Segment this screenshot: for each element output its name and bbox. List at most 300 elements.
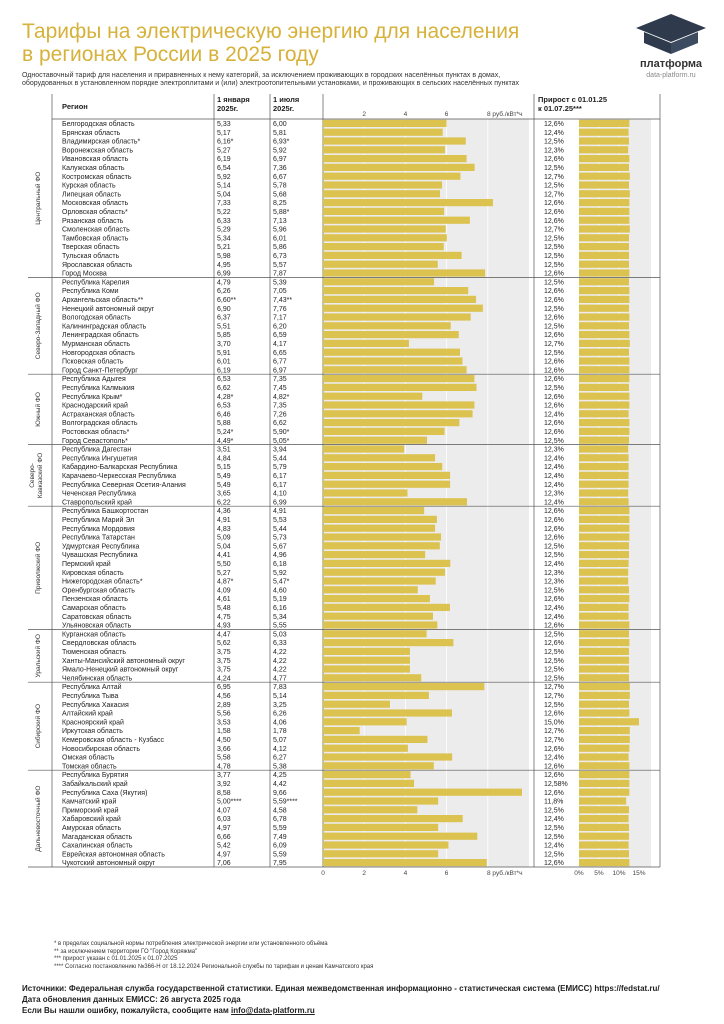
growth-bar (579, 780, 629, 787)
growth-value: 12,6% (544, 534, 564, 542)
jan-value: 5,85 (217, 332, 231, 340)
jul-value: 5,81 (273, 129, 287, 137)
jul-value: 5,05* (273, 437, 290, 445)
jan-value: 6,99 (217, 270, 231, 278)
tariff-bar (323, 648, 410, 655)
region-label: Рязанская область (62, 217, 124, 225)
jan-value: 4,50 (217, 737, 231, 744)
growth-value: 12,5% (544, 631, 564, 639)
region-label: Омская область (62, 754, 115, 762)
jan-value: 6,26 (217, 288, 231, 296)
region-label: Ямало-Ненецкий автономный округ (62, 666, 179, 674)
region-label: Вологодская область (62, 314, 131, 322)
jul-value: 6,27 (273, 754, 287, 762)
jan-value: 4,24 (217, 675, 231, 683)
jan-value: 5,09 (217, 534, 231, 542)
growth-value: 12,6% (544, 209, 564, 216)
tariff-bar (323, 841, 448, 848)
region-label: Республика Бурятия (62, 772, 129, 780)
region-label: Республика Саха (Якутия) (62, 789, 148, 797)
jul-value: 7,13 (273, 217, 287, 225)
x-tick-bottom: 4 (403, 870, 408, 877)
jan-value: 5,24* (217, 429, 234, 436)
tariff-bar (323, 393, 422, 400)
tariff-bar (323, 437, 427, 444)
tariff-bar (323, 569, 445, 576)
growth-bar (579, 639, 629, 646)
tariff-bar (323, 745, 408, 752)
growth-bar (579, 560, 629, 567)
growth-value: 12,5% (544, 349, 564, 357)
email-link[interactable]: info@data-platform.ru (231, 1006, 315, 1015)
tariff-bar (323, 217, 470, 224)
jan-value: 6,66 (217, 833, 231, 841)
growth-value: 12,6% (544, 508, 564, 516)
footer (22, 983, 660, 1016)
region-label: Республика Крым* (62, 393, 123, 401)
growth-value: 12,6% (544, 596, 564, 604)
jan-value: 5,58 (217, 754, 231, 762)
growth-value: 12,6% (544, 376, 564, 384)
tariff-bar (323, 683, 484, 690)
growth-value: 12,7% (544, 728, 564, 736)
tariff-bar (323, 621, 437, 628)
region-label: Камчатский край (62, 798, 117, 806)
jul-value: 4,58 (273, 807, 287, 815)
growth-value: 12,5% (544, 851, 564, 859)
tariff-bar (323, 727, 360, 734)
jul-value: 5,44 (273, 525, 287, 533)
region-label: Сахалинская область (62, 842, 133, 850)
growth-tick: 15% (632, 870, 646, 877)
title-line-2: в регионах России в 2025 году (22, 43, 319, 66)
tariff-bar (323, 762, 434, 769)
tariff-bar (323, 630, 427, 637)
jan-value: 4,09 (217, 587, 231, 595)
region-label: Владимирская область* (62, 138, 141, 146)
jan-value: 5,49 (217, 473, 231, 480)
jul-value: 5,59 (273, 825, 287, 832)
jul-value: 6,17 (273, 473, 287, 480)
growth-bar (579, 736, 630, 743)
growth-bar (579, 771, 629, 778)
growth-bar (579, 287, 629, 294)
growth-bar (579, 349, 629, 356)
growth-value: 12,58% (544, 781, 568, 788)
tariff-bar (323, 701, 390, 708)
growth-bar (579, 454, 629, 461)
group-label: Северо-Западный ФО (35, 292, 42, 360)
growth-value: 12,6% (544, 297, 564, 304)
tariff-bar (323, 498, 467, 505)
jul-value: 6,01 (273, 235, 287, 243)
group-label: Северо- (29, 463, 36, 488)
jul-value: 5,73 (273, 534, 287, 542)
jul-value: 4,22 (273, 666, 287, 674)
growth-bar (579, 718, 639, 725)
jan-value: 5,48 (217, 605, 231, 612)
jul-value: 7,36 (273, 165, 287, 172)
growth-value: 12,5% (544, 825, 564, 832)
tariff-bar (323, 806, 417, 813)
group-label: Дальневосточный ФО (35, 785, 42, 852)
growth-bar (579, 401, 629, 408)
jan-value: 4,75 (217, 613, 231, 621)
group-label: Южный ФО (35, 392, 42, 427)
growth-value: 12,5% (544, 235, 564, 243)
tariff-bar (323, 586, 418, 593)
tariff-bar (323, 428, 445, 435)
jan-value: 4,84 (217, 455, 231, 463)
growth-bar (579, 410, 629, 417)
growth-value: 12,5% (544, 279, 564, 287)
growth-value: 12,3% (544, 578, 564, 586)
jan-value: 5,98 (217, 253, 231, 260)
region-label: Чеченская Республика (62, 490, 136, 498)
jul-value: 7,05 (273, 288, 287, 296)
growth-bar (579, 621, 629, 628)
growth-bar (579, 137, 629, 144)
jul-value: 7,95 (273, 860, 287, 868)
x-tick-bottom: 6 (444, 870, 449, 877)
jul-value: 5,67 (273, 543, 287, 551)
tariff-bar (323, 340, 409, 347)
tariff-bar (323, 577, 436, 584)
growth-bar (579, 129, 629, 136)
region-label: Челябинская область (62, 675, 133, 683)
jan-value: 3,75 (217, 657, 231, 665)
tariff-bar (323, 357, 462, 364)
jul-value: 4,91 (273, 508, 287, 516)
jan-value: 6,01 (217, 358, 231, 366)
growth-value: 12,5% (544, 437, 564, 445)
growth-value: 12,4% (544, 473, 564, 480)
header-jul-year: 2025г. (273, 104, 295, 113)
region-label: Иркутская область (62, 728, 123, 736)
region-label: Архангельская область** (62, 297, 144, 304)
jan-value: 5,04 (217, 543, 231, 551)
growth-bar (579, 657, 629, 664)
growth-value: 12,6% (544, 358, 564, 366)
region-label: Город Москва (62, 270, 107, 278)
tariff-bar (323, 410, 473, 417)
growth-bar (579, 859, 629, 866)
jan-value: 6,53 (217, 376, 231, 384)
jul-value: 4,96 (273, 552, 287, 560)
tariff-bar (323, 560, 450, 567)
region-label: Курская область (62, 182, 116, 190)
growth-bar (579, 815, 629, 822)
jan-value: 6,37 (217, 314, 231, 322)
growth-value: 12,4% (544, 499, 564, 507)
update-date: Дата обновления данных ЕМИСС: 26 августа 2025 года (22, 995, 241, 1004)
growth-value: 12,5% (544, 701, 564, 709)
tariff-bar (323, 709, 452, 716)
growth-bar (579, 173, 630, 180)
jan-value: 3,65 (217, 490, 231, 498)
jul-value: 8,25 (273, 200, 287, 208)
growth-bar (579, 745, 629, 752)
jul-value: 5,92 (273, 569, 287, 577)
x-tick-bottom: 2 (362, 870, 367, 877)
jan-value: 4,47 (217, 631, 231, 639)
region-label: Курганская область (62, 631, 126, 639)
tariff-bar (323, 287, 468, 294)
growth-bar (579, 296, 629, 303)
tariff-bar (323, 305, 483, 312)
growth-bar (579, 569, 628, 576)
growth-value: 12,6% (544, 270, 564, 278)
jan-value: 6,60** (217, 297, 237, 304)
header-jul: 1 июля (273, 95, 300, 104)
jan-value: 4,79 (217, 279, 231, 287)
jul-value: 7,49 (273, 833, 287, 841)
region-label: Магаданская область (62, 833, 133, 841)
jul-value: 7,87 (273, 270, 287, 278)
region-label: Забайкальский край (62, 781, 128, 788)
tariff-bar (323, 129, 443, 136)
jul-value: 6,26 (273, 710, 287, 718)
growth-bar (579, 630, 629, 637)
jan-value: 6,90 (217, 305, 231, 313)
jul-value: 7,43** (273, 297, 293, 304)
growth-value: 12,3% (544, 446, 564, 454)
growth-bar (579, 419, 629, 426)
growth-bar (579, 428, 629, 435)
jul-value: 5,92 (273, 147, 287, 155)
region-label: Чукотский автономный округ (62, 860, 156, 868)
region-label: Ненецкий автономный округ (62, 305, 155, 313)
jul-value: 5,53 (273, 517, 287, 524)
header-jan: 1 января (217, 95, 250, 104)
growth-value: 12,6% (544, 710, 564, 718)
jul-value: 5,90* (273, 429, 290, 436)
jan-value: 5,51 (217, 323, 231, 331)
jul-value: 5,78 (273, 182, 287, 190)
tariff-bar (323, 349, 460, 356)
growth-value: 12,5% (544, 138, 564, 146)
tariff-bar (323, 833, 477, 840)
region-label: Саратовская область (62, 613, 132, 621)
growth-bar (579, 208, 629, 215)
region-label: Псковская область (62, 358, 124, 366)
jan-value: 5,17 (217, 129, 231, 137)
tariff-bar (323, 613, 433, 620)
growth-bar (579, 542, 629, 549)
growth-bar (579, 595, 629, 602)
growth-bar (579, 489, 628, 496)
growth-bar (579, 701, 629, 708)
growth-value: 15,0% (544, 719, 564, 727)
jul-value: 5,68 (273, 191, 287, 199)
x-tick-bottom: 0 (321, 870, 325, 877)
title-line-1: Тарифы на электрическую энергию для населения (22, 20, 520, 43)
x-tick-top: 2 (362, 111, 367, 118)
growth-value: 12,7% (544, 693, 564, 700)
growth-value: 12,3% (544, 569, 564, 577)
growth-value: 12,5% (544, 182, 564, 190)
region-label: Ульяновская область (62, 622, 132, 630)
growth-bar (579, 199, 629, 206)
region-label: Алтайский край (62, 710, 113, 718)
region-label: Московская область (62, 200, 129, 208)
growth-bar (579, 683, 630, 690)
tariff-bar (323, 753, 452, 760)
jan-value: 8,58 (217, 789, 231, 797)
growth-tick: 5% (594, 870, 604, 877)
region-label: Белгородская область (62, 121, 135, 128)
jan-value: 4,97 (217, 851, 231, 859)
jul-value: 6,09 (273, 842, 287, 850)
jan-value: 5,56 (217, 710, 231, 718)
tariff-bar (323, 815, 463, 822)
growth-value: 12,6% (544, 314, 564, 322)
growth-value: 12,4% (544, 464, 564, 472)
tariff-bar (323, 639, 453, 646)
growth-value: 12,6% (544, 367, 564, 375)
tariff-bar (323, 243, 444, 250)
tariff-bar (323, 665, 410, 672)
tariff-bar (323, 208, 444, 215)
region-label: Кабардино-Балкарская Республика (62, 464, 178, 472)
region-label: Республика Мордовия (62, 525, 135, 533)
jul-value: 5,59**** (273, 798, 298, 806)
jan-value: 6,33 (217, 217, 231, 225)
region-label: Республика Ингушетия (62, 455, 138, 463)
region-label: Ленинградская область (62, 332, 139, 340)
tariff-bar (323, 313, 471, 320)
jan-value: 5,27 (217, 147, 231, 155)
growth-value: 12,6% (544, 121, 564, 128)
jul-value: 6,77 (273, 358, 287, 366)
jul-value: 4,42 (273, 781, 287, 788)
jan-value: 5,34 (217, 235, 231, 243)
jan-value: 7,06 (217, 860, 231, 868)
tariff-bar (323, 850, 438, 857)
tariff-bar (323, 331, 459, 338)
growth-bar (579, 833, 629, 840)
jul-value: 6,78 (273, 816, 287, 824)
tariff-bar (323, 199, 493, 206)
footnote-4: **** Согласно постановлению №366-Н от 18.12.2024 Региональной службы по тарифам и ценам Камчатского края (54, 963, 374, 970)
error-report (22, 1005, 660, 1016)
region-label: Республика Северная Осетия-Алания (62, 481, 186, 489)
tariff-bar (323, 718, 407, 725)
jul-value: 5,47* (273, 578, 290, 586)
jul-value: 6,20 (273, 323, 287, 331)
region-label: Мурманская область (62, 341, 131, 348)
region-label: Чувашская Республика (62, 552, 138, 560)
jul-value: 7,17 (273, 314, 287, 322)
jul-value: 4,22 (273, 649, 287, 656)
jul-value: 6,59 (273, 332, 287, 340)
tariff-bar (323, 120, 447, 127)
jan-value: 5,88 (217, 420, 231, 428)
jan-value: 5,14 (217, 182, 231, 190)
jan-value: 5,49 (217, 481, 231, 489)
tariff-bar (323, 551, 425, 558)
region-label: Ханты-Мансийский автономный округ (62, 657, 185, 665)
region-label: Кировская область (62, 569, 124, 577)
jan-value: 5,92 (217, 173, 231, 181)
region-label: Тверская область (62, 244, 120, 252)
region-label: Костромская область (62, 173, 132, 181)
jan-value: 3,92 (217, 781, 231, 788)
tariff-bar (323, 780, 414, 787)
growth-bar (579, 850, 629, 857)
subtitle-line-1: Одноставочный тариф для населения и приравненных к нему категорий, за исключением проживающих в городских населённых пунктах в домах, (22, 72, 501, 79)
growth-bar (579, 727, 630, 734)
jul-value: 7,76 (273, 305, 287, 313)
jan-value: 6,95 (217, 684, 231, 692)
growth-bar (579, 384, 629, 391)
region-label: Республика Алтай (62, 684, 122, 692)
jul-value: 5,14 (273, 693, 287, 700)
growth-value: 12,5% (544, 807, 564, 815)
growth-value: 12,6% (544, 772, 564, 780)
tariff-bar (323, 525, 435, 532)
tariff-bar (323, 859, 487, 866)
footnotes (54, 941, 373, 971)
tariff-bar (323, 181, 442, 188)
jul-value: 6,16 (273, 605, 287, 612)
jul-value: 5,79 (273, 464, 287, 472)
growth-bar (579, 393, 629, 400)
jul-value: 6,18 (273, 561, 287, 568)
growth-value: 12,7% (544, 737, 564, 744)
growth-bar (579, 252, 629, 259)
growth-bar (579, 824, 629, 831)
region-label: Амурская область (62, 825, 122, 832)
tariff-bar (323, 445, 404, 452)
jan-value: 5,29 (217, 226, 231, 234)
growth-tick: 0% (574, 870, 584, 877)
jan-value: 4,95 (217, 261, 231, 269)
growth-value: 12,5% (544, 543, 564, 551)
growth-bar (579, 366, 629, 373)
region-label: Самарская область (62, 605, 126, 612)
group-label: Кавказский ФО (37, 452, 44, 499)
growth-bar (579, 340, 630, 347)
region-label: Оренбургская область (62, 587, 135, 595)
growth-value: 12,7% (544, 684, 564, 692)
jan-value: 4,56 (217, 693, 231, 700)
growth-bar (579, 357, 629, 364)
growth-bar (579, 481, 629, 488)
region-label: Город Санкт-Петербург (62, 367, 138, 375)
growth-value: 12,7% (544, 226, 564, 234)
growth-value: 12,5% (544, 649, 564, 656)
tariff-bar (323, 366, 467, 373)
tariff-bar (323, 454, 435, 461)
region-label: Ставропольский край (62, 499, 132, 507)
tariff-bar (323, 489, 407, 496)
growth-value: 12,6% (544, 402, 564, 410)
jul-value: 5,38 (273, 763, 287, 771)
growth-bar (579, 797, 626, 804)
growth-value: 12,5% (544, 253, 564, 260)
growth-tick: 10% (612, 870, 626, 877)
tariff-bar (323, 789, 522, 796)
jan-value: 4,78 (217, 763, 231, 771)
jan-value: 5,50 (217, 561, 231, 568)
logo-url[interactable]: data-platform.ru (646, 72, 696, 79)
growth-bar (579, 217, 629, 224)
region-label: Республика Карелия (62, 279, 130, 287)
jul-value: 6,93* (273, 138, 290, 146)
jul-value: 5,07 (273, 737, 287, 744)
growth-value: 12,6% (544, 525, 564, 533)
